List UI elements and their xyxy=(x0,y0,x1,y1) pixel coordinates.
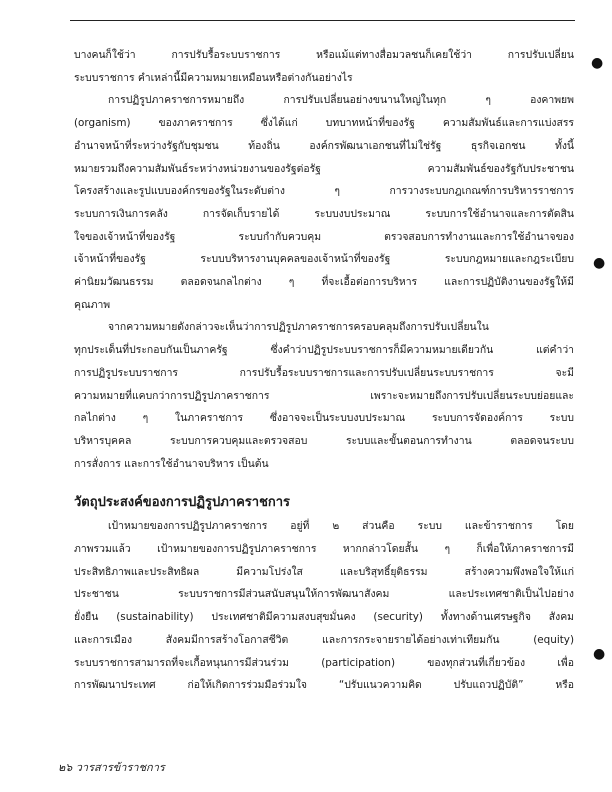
text-line: และการเมือง สังคมมีการสร้างโอกาสชีวิต และการกระจายรายได้อย่างเท่าเทียมกัน (equity) xyxy=(74,633,574,646)
text-line: ประสิทธิภาพและประสิทธิผล มีความโปร่งใส และบริสุทธิ์ยุติธรรม สร้างความพึงพอใจให้แก่ xyxy=(74,565,574,578)
text-line: ระบบราชการ คำเหล่านี้มีความหมายเหมือนหรือต่างกันอย่างไร xyxy=(74,71,353,84)
text-line: ระบบราชการสามารถที่จะเกื้อหนุนการมีส่วนร่วม (participation) ของทุกส่วนที่เกี่ยวข้อง เพื่อ xyxy=(74,656,574,669)
text-line: บางคนก็ใช้ว่า การปรับรื้อระบบราชการ หรือแม้แต่ทางสื่อมวลชนก็เคยใช้ว่า การปรับเปลี่ยน xyxy=(74,49,574,61)
text-line: ยั่งยืน (sustainability) ประเทศชาติมีความสงบสุขมั่นคง (security) ทั้งทางด้านเศรษฐกิจ สังคม xyxy=(74,611,574,624)
text-line: เจ้าหน้าที่ของรัฐ ระบบบริหารงานบุคคลของเจ้าหน้าที่ของรัฐ ระบบกฎหมายและกฎระเบียบ xyxy=(74,253,574,266)
text-line: บริหารบุคคล ระบบการควบคุมและตรวจสอบ ระบบและขั้นตอนการทำงาน ตลอดจนระบบ xyxy=(74,434,574,447)
text-line: จากความหมายดังกล่าวจะเห็นว่าการปฏิรูปภาคราชการครอบคลุมถึงการปรับเปลี่ยนใน xyxy=(108,321,489,334)
section-heading: วัตถุประสงค์ของการปฏิรูปภาคราชการ xyxy=(74,495,291,511)
text-line: ใจของเจ้าหน้าที่ของรัฐ ระบบกำกับควบคุม ตรวจสอบการทำงานและการใช้อำนาจของ xyxy=(74,230,574,243)
text-line: หมายรวมถึงความสัมพันธ์ระหว่างหน่วยงานของรัฐต่อรัฐ ความสัมพันธ์ของรัฐกับประชาชน xyxy=(74,162,574,175)
text-line: การปฏิรูประบบราชการ การปรับรื้อระบบราชการและการปรับเปลี่ยนระบบราชการ จะมี xyxy=(74,366,574,379)
top-rule xyxy=(70,20,575,21)
paragraph-4 xyxy=(74,515,574,697)
text-line: ประชาชน ระบบราชการมีส่วนสนับสนุนให้การพัฒนาสังคม และประเทศชาติเป็นไปอย่าง xyxy=(74,588,574,601)
text-line: (organism) ของภาคราชการ ซึ่งได้แก่ บทบาทหน้าที่ของรัฐ ความสัมพันธ์และการแบ่งสรร xyxy=(74,117,574,130)
text-line: เป้าหมายของการปฏิรูปภาคราชการ อยู่ที่ ๒ ส่วนคือ ระบบ และข้าราชการ โดย xyxy=(108,520,574,533)
paragraph-1 xyxy=(74,44,574,89)
paragraph-3 xyxy=(74,316,574,475)
text-line: การสั่งการ และการใช้อำนาจบริหาร เป็นต้น xyxy=(74,457,269,470)
text-line: โครงสร้างและรูปแบบองค์กรของรัฐในระดับต่าง ๆ การวางระบบกฎเกณฑ์การบริหารราชการ xyxy=(74,185,574,198)
text-line: การพัฒนาประเทศ ก่อให้เกิดการร่วมมือร่วมใจ “ปรับแนวความคิด ปรับแถวปฏิบัติ” หรือ xyxy=(74,679,574,692)
text-line: ทุกประเด็นที่ประกอบกันเป็นภาครัฐ ซึ่งคำว่าปฏิรูประบบราชการก็มีความหมายเดียวกัน แต่คำว่า xyxy=(74,344,574,357)
page-footer: ๒๖ วารสารข้าราชการ xyxy=(58,761,165,774)
text-line: อำนาจหน้าที่ระหว่างรัฐกับชุมชน ท้องถิ่น องค์กรพัฒนาเอกชนที่ไม่ใช่รัฐ ธุรกิจเอกชน ทั้งนี้ xyxy=(74,139,574,152)
margin-dot: ● xyxy=(591,55,604,71)
text-line: ค่านิยมวัฒนธรรม ตลอดจนกลไกต่าง ๆ ที่จะเอื้อต่อการบริหาร และการปฏิบัติงานของรัฐให้มี xyxy=(74,276,574,289)
text-line: กลไกต่าง ๆ ในภาคราชการ ซึ่งอาจจะเป็นระบบงบประมาณ ระบบการจัดองค์การ ระบบ xyxy=(74,412,574,425)
paragraph-2 xyxy=(74,89,574,316)
text-line: ความหมายที่แคบกว่าการปฏิรูปภาคราชการ เพราะจะหมายถึงการปรับเปลี่ยนระบบย่อยและ xyxy=(74,389,574,402)
text-line: ภาพรวมแล้ว เป้าหมายของการปฏิรูปภาคราชการ หากกล่าวโดยสั้น ๆ ก็เพื่อให้ภาคราชการมี xyxy=(74,543,574,556)
text-line: ระบบการเงินการคลัง การจัดเก็บรายได้ ระบบงบประมาณ ระบบการใช้อำนาจและการตัดสิน xyxy=(74,207,574,220)
page-body xyxy=(74,44,574,697)
margin-dot: ● xyxy=(593,255,606,271)
margin-dot: ● xyxy=(593,646,606,662)
text-line: คุณภาพ xyxy=(74,298,111,311)
text-line: การปฏิรูปภาคราชการหมายถึง การปรับเปลี่ยนอย่างขนานใหญ่ในทุก ๆ องคาพยพ xyxy=(108,94,574,107)
